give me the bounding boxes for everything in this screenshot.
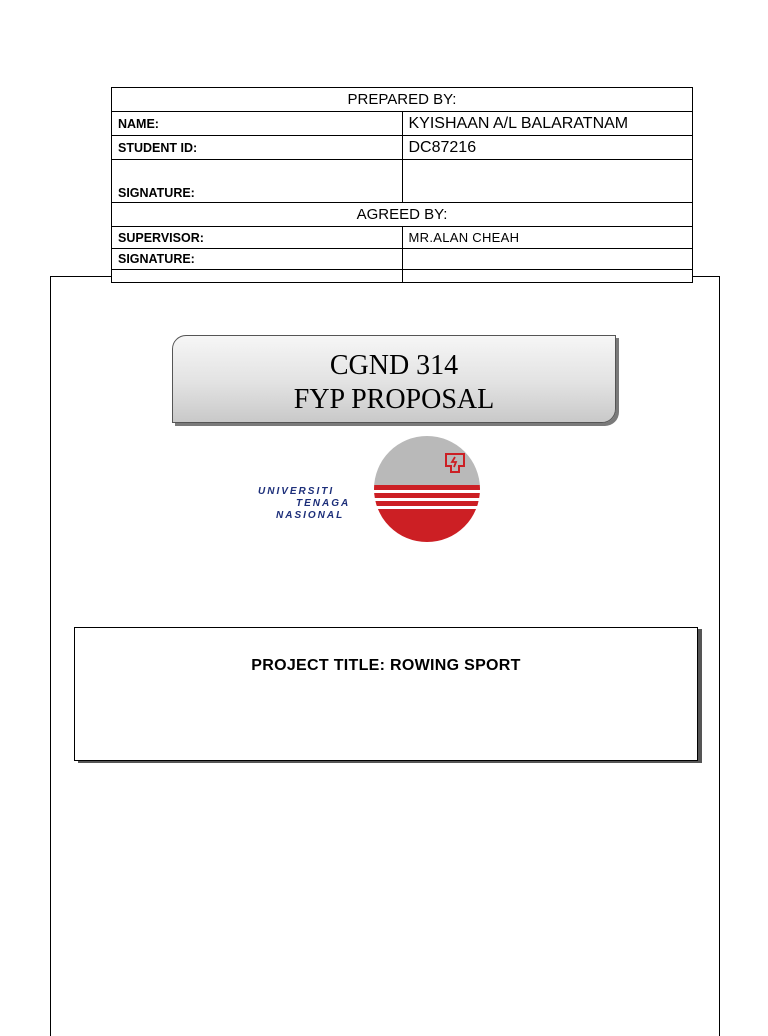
project-title: PROJECT TITLE: ROWING SPORT <box>251 657 521 674</box>
logo-line-1: UNIVERSITI <box>258 486 335 497</box>
empty-cell-left <box>112 270 403 283</box>
project-title-box <box>74 627 698 761</box>
empty-cell-right <box>402 270 693 283</box>
course-code: CGND 314 <box>329 350 459 381</box>
student-id-value: DC87216 <box>402 136 693 160</box>
course-subtitle: FYP PROPOSAL <box>293 384 495 415</box>
name-label: NAME: <box>112 112 403 136</box>
supervisor-signature-value <box>402 249 693 270</box>
name-value: KYISHAAN A/L BALARATNAM <box>402 112 693 136</box>
logo-line-3: NASIONAL <box>276 510 345 521</box>
info-table <box>111 87 693 283</box>
supervisor-signature-label: SIGNATURE: <box>112 249 403 270</box>
university-logo-text <box>252 486 377 522</box>
course-title-box <box>172 335 616 423</box>
supervisor-value: MR.ALAN CHEAH <box>402 227 693 249</box>
student-id-label: STUDENT ID: <box>112 136 403 160</box>
prepared-by-header: PREPARED BY: <box>112 88 693 112</box>
signature-label: SIGNATURE: <box>112 160 403 203</box>
logo-line-2: TENAGA <box>296 498 351 509</box>
signature-value <box>402 160 693 203</box>
university-logo-icon <box>372 436 482 542</box>
supervisor-label: SUPERVISOR: <box>112 227 403 249</box>
agreed-by-header: AGREED BY: <box>112 203 693 227</box>
